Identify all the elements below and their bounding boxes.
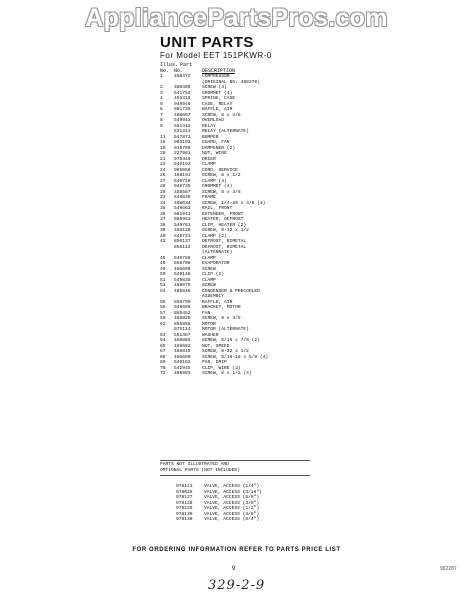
illus-number: 62 <box>160 321 166 327</box>
part-number: 549728 <box>174 178 191 184</box>
part-description: BAFFLE, AIR <box>202 299 233 305</box>
illus-number: 39 <box>160 228 166 233</box>
part-number: 981941 <box>174 211 191 217</box>
part-number: 488191 <box>174 173 191 178</box>
illus-number: 6 <box>160 107 163 112</box>
page-number: 9 <box>232 566 236 572</box>
illus-number: 36 <box>160 211 166 217</box>
part-description: COMPRESSOR <box>202 74 230 79</box>
part-number: 488845 <box>174 349 191 354</box>
part-description: SCREW, 8 x 3/8 <box>202 316 241 321</box>
part-description: WASHER <box>202 332 219 338</box>
part-number: 549662 <box>174 206 191 211</box>
part-description: DEFROST, BIMETAL <box>202 244 247 250</box>
part-description: PAN, DRIP <box>202 360 227 365</box>
part-description: MOTOR <box>202 321 216 327</box>
illus-number: 67 <box>160 349 166 354</box>
part-description: SCREW (4) <box>202 85 227 90</box>
parts-row <box>160 371 430 377</box>
document-code: 962287 <box>440 566 457 572</box>
illus-number: 49 <box>160 266 166 272</box>
part-description: DEFROST, BIMETAL <box>202 239 247 244</box>
part-description: CORD, SERVICE <box>202 167 238 173</box>
optional-header-line: PARTS NOT ILLUSTRATED AND <box>160 462 229 467</box>
part-description: BRACKET, MOTOR <box>202 305 241 310</box>
part-number: 488682 <box>174 343 191 349</box>
illus-number: 50 <box>160 272 166 277</box>
illus-number: 2 <box>160 85 163 90</box>
part-number: 488829 <box>174 316 191 321</box>
illus-number: 69 <box>160 360 166 365</box>
part-description: SCREW, 6 x 1/2 <box>202 173 241 178</box>
part-description: SCREW, 8 x 1/2 (4) <box>202 371 252 376</box>
column-headers <box>160 62 420 74</box>
part-number: 227961 <box>174 151 191 156</box>
model-subtitle: For Model EET 151PKWR-0 <box>160 51 272 60</box>
part-number: 985963 <box>174 217 191 222</box>
illus-number: 5 <box>160 101 163 107</box>
illus-number: 4 <box>160 96 163 101</box>
divider-line <box>160 475 310 476</box>
part-number: 485846 <box>174 288 191 294</box>
part-description: SCREW, 8 x 3/8 <box>202 189 241 195</box>
part-number: 488885 <box>174 338 191 343</box>
part-description: (ALTERNATE) <box>202 250 233 255</box>
part-header: Part <box>180 62 193 68</box>
part-description: CLAMP <box>202 255 216 261</box>
part-number: 549761 <box>174 222 191 228</box>
illus-number: 72 <box>160 371 166 376</box>
part-number: 488680 <box>174 354 191 360</box>
part-number: 455318 <box>174 96 191 101</box>
illus-number: 28 <box>160 184 166 189</box>
part-number: 551387 <box>174 332 191 338</box>
illus-number: 26 <box>160 173 166 178</box>
illus-no-header: No. <box>160 68 170 74</box>
part-number: 983193 <box>174 140 191 145</box>
part-description: FAN <box>202 310 211 316</box>
illus-number: 42 <box>160 239 166 244</box>
part-number: 549731 <box>174 233 191 239</box>
part-number: 885452 <box>174 310 191 316</box>
parts-list <box>160 74 430 377</box>
illus-number: 3 <box>160 90 163 96</box>
part-description: CONDENSER & PRECOOLER <box>202 288 260 294</box>
part-number: 975114 <box>174 327 191 332</box>
part-description: CASE, RELAY <box>202 101 233 107</box>
illus-number: 34 <box>160 200 166 206</box>
part-description: HEATER, DEFROST <box>202 217 244 222</box>
part-number: 488408 <box>174 85 191 90</box>
part-description: MOTOR (ALTERNATE) <box>202 327 249 332</box>
part-no-header: No. <box>174 68 184 74</box>
part-description: SCREW, 5/16-18 x 5/8 (4) <box>202 354 269 360</box>
part-description: SCREW, 5/16 x 7/8 (2) <box>202 338 260 343</box>
illus-number: 54 <box>160 288 166 294</box>
part-number: 858112 <box>174 244 191 250</box>
part-description: SPRING, CASE <box>202 96 236 101</box>
illus-number: 51 <box>160 277 166 283</box>
description-header: DESCRIPTION <box>202 68 236 74</box>
part-description: RAIL, FRONT <box>202 206 233 211</box>
part-description: GROMMET (4) <box>202 184 233 189</box>
part-description: RELAY (ALTERNATE) <box>202 129 249 134</box>
part-number: 488372 <box>174 74 191 79</box>
part-description: SCREW <box>202 266 216 272</box>
part-number: 631313 <box>174 129 191 134</box>
handwritten-note: 329-2-9 <box>208 578 266 593</box>
part-description: GUARD, FAN <box>202 140 230 145</box>
illus-number: 59 <box>160 316 166 321</box>
part-number: 856137 <box>174 239 191 244</box>
part-number: 949946 <box>174 101 191 107</box>
illus-number: 68 <box>160 354 166 360</box>
part-description: SCREW, 1/4-20 x 3/8 (3) <box>202 200 266 206</box>
illus-number: 64 <box>160 338 166 343</box>
part-description: VALVE, ACCESS (3/16") <box>204 489 262 495</box>
part-description: SCREW <box>202 283 216 288</box>
part-number: 541753 <box>174 90 191 96</box>
part-description: VALVE, ACCESS (1/2") <box>204 506 260 511</box>
illus-number: 23 <box>160 162 166 167</box>
part-number: 978139 <box>176 511 193 517</box>
part-description: SCREW, 8-32 x 1/2 <box>202 228 249 233</box>
part-description: VALVE, ACCESS (3/8") <box>204 511 260 517</box>
optional-parts-header <box>160 462 320 473</box>
part-description: ASSEMBLY <box>202 294 225 299</box>
illus-number: 35 <box>160 206 166 211</box>
part-number: 549788 <box>174 255 191 261</box>
part-description: CLIP, HEATER (2) <box>202 222 247 228</box>
part-description: CLAMP (2) <box>202 233 227 239</box>
part-number: 856858 <box>174 321 191 327</box>
illus-number: 21 <box>160 156 166 162</box>
valve-row <box>176 517 376 523</box>
illus-number: 65 <box>160 343 166 349</box>
part-description: RELAY <box>202 123 216 129</box>
illus-number: 7 <box>160 112 163 118</box>
part-number: 978130 <box>176 517 193 522</box>
illus-number: 8 <box>160 118 163 123</box>
illus-number: 57 <box>160 310 166 316</box>
part-number: 488587 <box>174 189 191 195</box>
part-number: 488129 <box>174 228 191 233</box>
part-description: VALVE, ACCESS (1/4") <box>204 484 260 489</box>
part-number: 858799 <box>174 299 191 305</box>
part-number: 488657 <box>174 112 191 118</box>
part-description: DRIER <box>202 156 216 162</box>
illus-number: 63 <box>160 332 166 338</box>
part-number: 551312 <box>174 123 191 129</box>
illus-number: 9 <box>160 123 163 129</box>
part-number: 549183 <box>174 360 191 365</box>
illus-number: 70 <box>160 365 166 371</box>
watermark-logo: AppliancePartsPros.com <box>85 4 388 32</box>
part-number: 542945 <box>174 365 191 371</box>
part-description: EVAPORATOR <box>202 261 230 266</box>
part-description: BAFFLE, AIR <box>202 107 233 112</box>
ordering-footer: FOR ORDERING INFORMATION REFER TO PARTS PRICE LIST <box>132 547 341 553</box>
part-description: CLAMP <box>202 277 216 283</box>
illus-number: 45 <box>160 255 166 261</box>
illus-number: 27 <box>160 178 166 184</box>
illus-header: Illus. <box>160 62 179 68</box>
part-description: NUT, WIRE <box>202 151 227 156</box>
illus-number: 37 <box>160 217 166 222</box>
part-number: 978127 <box>176 495 193 500</box>
illus-number: 1 <box>160 74 163 79</box>
illus-number: 11 <box>160 134 166 140</box>
illus-number: 46 <box>160 261 166 266</box>
part-description: (ORIGINAL NO. 488370) <box>202 79 260 85</box>
part-description: FRAME <box>202 195 216 200</box>
part-number: 975446 <box>174 156 191 162</box>
part-number: 488608 <box>174 266 191 272</box>
part-description: VALVE, ACCESS (5/8") <box>204 495 260 500</box>
illus-number: 40 <box>160 233 166 239</box>
part-number: 858708 <box>174 261 191 266</box>
part-description: NUT, SPEED <box>202 343 230 349</box>
part-number: 488879 <box>174 283 191 288</box>
illus-number: 29 <box>160 189 166 195</box>
part-description: EXTENDER, FRONT <box>202 211 244 217</box>
part-description: DAMPENER (2) <box>202 145 236 151</box>
part-number: 549838 <box>174 277 191 283</box>
part-number: 549193 <box>174 162 191 167</box>
part-description: OVERLOAD <box>202 118 225 123</box>
valves-list <box>176 484 376 523</box>
part-number: 978128 <box>176 500 193 506</box>
illus-number: 19 <box>160 145 166 151</box>
part-description: BUMPER <box>202 134 219 140</box>
illus-number: 56 <box>160 305 166 310</box>
part-description: SCREW, 8-32 x 1/2 <box>202 349 249 354</box>
illus-number: 55 <box>160 299 166 305</box>
part-description: VALVE, ACCESS (3/8") <box>204 500 260 506</box>
part-number: 981735 <box>174 107 191 112</box>
part-description: CLAMP (4) <box>202 178 227 184</box>
part-number: 549148 <box>174 272 191 277</box>
part-number: 918709 <box>174 145 191 151</box>
illus-number: 24 <box>160 167 166 173</box>
part-number: 486993 <box>174 371 191 376</box>
part-number: 965658 <box>174 167 191 173</box>
part-description: CLIP (2) <box>202 272 225 277</box>
part-number: 948735 <box>174 184 191 189</box>
part-number: 949695 <box>174 305 191 310</box>
illus-number: 15 <box>160 140 166 145</box>
part-number: 549941 <box>174 118 191 123</box>
part-number: 978025 <box>176 489 193 495</box>
illus-number: 53 <box>160 283 166 288</box>
document-title: UNIT PARTS <box>160 34 254 51</box>
illus-number: 33 <box>160 195 166 200</box>
part-number: 978129 <box>176 506 193 511</box>
part-description: CLAMP <box>202 162 216 167</box>
part-description: SCREW, 8 x 3/8 <box>202 112 241 118</box>
optional-header-line: OPTIONAL PARTS (NOT INCLUDED) <box>160 467 240 473</box>
part-description: CLIP, WIRE (3) <box>202 365 241 371</box>
divider-line <box>160 460 310 461</box>
part-description: GROMMET (4) <box>202 90 233 96</box>
illus-number: 20 <box>160 151 166 156</box>
part-number: 978123 <box>176 484 193 489</box>
part-number: 548835 <box>174 195 191 200</box>
part-number: 488634 <box>174 200 191 206</box>
illus-number: 38 <box>160 222 166 228</box>
part-number: 547873 <box>174 134 191 140</box>
part-description: VALVE, ACCESS (5/4") <box>204 517 260 522</box>
